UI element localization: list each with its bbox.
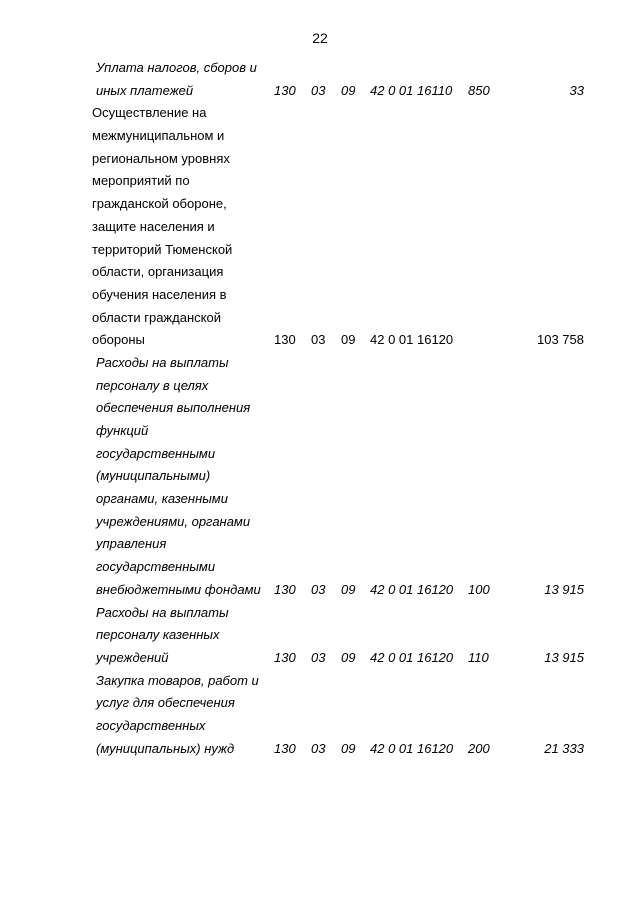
section-code: 03 xyxy=(311,82,326,98)
row-name-line: учреждений xyxy=(96,649,169,665)
row-name-line: органами, казенными xyxy=(96,491,228,507)
table-row xyxy=(0,670,640,761)
amount: 33 xyxy=(569,82,584,98)
row-name-line: защите населения и xyxy=(92,218,215,234)
target-article-code: 42 0 01 16120 xyxy=(370,332,454,348)
table-row xyxy=(0,57,640,102)
subsection-code: 09 xyxy=(341,581,356,597)
target-article-code: 42 0 01 16120 xyxy=(370,581,454,597)
row-name-line: иных платежей xyxy=(96,82,194,98)
expense-type-code: 100 xyxy=(468,581,490,597)
row-name-line: области гражданской xyxy=(92,309,221,325)
row-name-line: персоналу казенных xyxy=(96,627,220,643)
amount: 13 915 xyxy=(544,649,584,665)
amount: 21 333 xyxy=(544,740,584,756)
row-name-line: обороны xyxy=(92,332,145,348)
grbs-code: 130 xyxy=(274,82,296,98)
target-article-code: 42 0 01 16120 xyxy=(370,740,454,756)
subsection-code: 09 xyxy=(341,332,356,348)
row-name-line: Осуществление на xyxy=(92,105,207,121)
row-name-line: области, организация xyxy=(92,264,224,280)
amount: 13 915 xyxy=(544,581,584,597)
section-code: 03 xyxy=(311,581,326,597)
expense-type-code: 200 xyxy=(468,740,490,756)
subsection-code: 09 xyxy=(341,649,356,665)
expense-type-code: 110 xyxy=(468,649,489,665)
row-name-line: Расходы на выплаты xyxy=(96,354,229,370)
budget-table xyxy=(0,57,640,760)
row-name-line: внебюджетными фондами xyxy=(96,581,261,597)
section-code: 03 xyxy=(311,740,326,756)
row-name-line: (муниципальных) нужд xyxy=(96,740,235,756)
section-code: 03 xyxy=(311,332,326,348)
expense-type-code: 850 xyxy=(468,82,490,98)
row-name-line: обеспечения выполнения xyxy=(96,400,251,416)
table-row xyxy=(0,102,640,352)
grbs-code: 130 xyxy=(274,332,296,348)
row-name-line: Расходы на выплаты xyxy=(96,604,229,620)
row-name-line: учреждениями, органами xyxy=(96,513,251,529)
target-article-code: 42 0 01 16110 xyxy=(370,82,453,98)
row-name-line: региональном уровнях xyxy=(92,150,230,166)
row-name-line: персоналу в целях xyxy=(96,377,209,393)
section-code: 03 xyxy=(311,649,326,665)
subsection-code: 09 xyxy=(341,82,356,98)
row-name-line: обучения населения в xyxy=(92,286,227,302)
row-name-line: межмуниципальном и xyxy=(92,128,225,144)
row-name-line: Закупка товаров, работ и xyxy=(96,672,259,688)
amount: 103 758 xyxy=(537,332,584,348)
row-name-line: Уплата налогов, сборов и xyxy=(96,60,257,75)
row-name-line: государственными xyxy=(96,445,216,461)
row-name-line: государственными xyxy=(96,559,216,575)
grbs-code: 130 xyxy=(274,581,296,597)
row-name-line: мероприятий по xyxy=(92,173,190,189)
grbs-code: 130 xyxy=(274,649,296,665)
target-article-code: 42 0 01 16120 xyxy=(370,649,454,665)
row-name-line: услуг для обеспечения xyxy=(96,695,235,711)
page-number: 22 xyxy=(312,30,328,46)
grbs-code: 130 xyxy=(274,740,296,756)
row-name-line: гражданской обороне, xyxy=(92,196,227,212)
row-name-line: функций xyxy=(96,423,149,438)
row-name-line: государственных xyxy=(96,717,206,733)
row-name-line: (муниципальными) xyxy=(96,468,211,484)
table-row xyxy=(0,602,640,670)
row-name-line: территорий Тюменской xyxy=(92,241,233,257)
subsection-code: 09 xyxy=(341,740,356,756)
row-name-line: управления xyxy=(96,536,167,552)
table-row xyxy=(0,352,640,602)
